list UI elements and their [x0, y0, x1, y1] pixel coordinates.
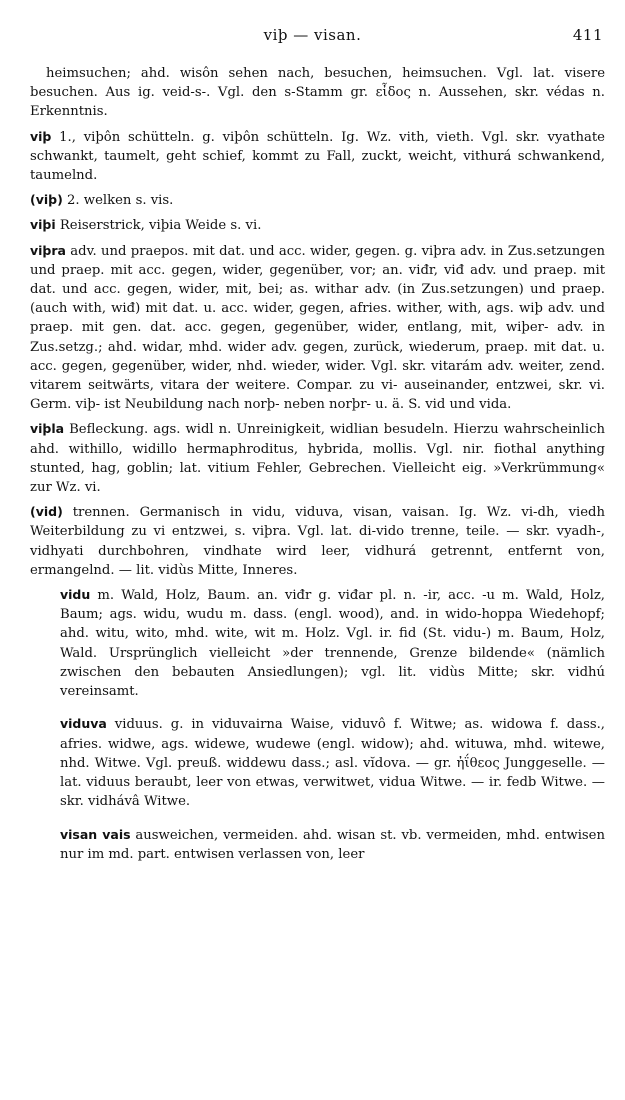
- subentry-viduva: [60, 714, 605, 811]
- entry-lemma: viþla: [30, 421, 65, 437]
- entry-lemma: (viþ): [30, 192, 63, 208]
- subentry-text: ausweichen, vermeiden. ahd. wisan st. vb. vermeiden, mhd. entwisen nur im md. part. entwisen verlassen von, leer: [60, 827, 605, 862]
- entry-lemma: viþi: [30, 217, 56, 233]
- entry-text: heimsuchen; ahd. wisôn sehen nach, besuchen, heimsuchen. Vgl. lat. visere besuchen. Aus ig. veid-s-. Vgl. den s-Stamm gr. εἶδος n. Aussehen, skr. védas n. Erkenntnis.: [30, 66, 605, 120]
- entry-vid: [30, 502, 605, 580]
- subentry-lemma: vidu: [60, 587, 91, 603]
- entry-lemma: viþ: [30, 128, 52, 144]
- entry-vith-1: [30, 127, 605, 186]
- entry-text: adv. und praepos. mit dat. und acc. wider, gegen. g. viþra adv. in Zus.setzungen und praep. mit acc. gegen, wider, gegenüber, vor; an. viđr, viđ adv. und praep. mit dat. und acc. gegen, wider, mit, bei; as. withar adv. (in Zus.setzungen) und praep. (auch with, wiđ) mit dat. u. acc. wider, gegen, afries. wither, with, ags. wiþ adv. und praep. mit gen. dat. acc. gegen, gegenüber, wider, entlang, mit, wiþer- adv. in Zus.setzg.; ahd. widar, mhd. wider adv. gegen, zurück, wiederum, praep. mit dat. u. acc. gegen, gegenüber, wider, nhd. wieder, wider. Vgl. skr. vitarám adv. weiter, zend. vitarem seitwärts, vitara der weitere. Compar. zu vi- auseinander, entzwei, skr. vi. Germ. viþ- ist Neubildung nach norþ- neben norþr- u. ä. S. vid und vida.: [30, 243, 605, 413]
- subentry-text: m. Wald, Holz, Baum. an. viđr g. viđar pl. n. -ir, acc. -u m. Wald, Holz, Baum; ags. widu, wudu m. dass. (engl. wood), and. in wido-hoppa Wiedehopf; ahd. witu, wito, mhd. wite, wit m. Holz. Vgl. ir. fid (St. vidu-) m. Baum, Holz, Wald. Ursprünglich vielleicht »der trennende, Grenze bildende« (nämlich zwischen den bebauten Ansiedlungen); vgl. lit. vidùs Mitte; skr. vidhú vereinsamt.: [60, 588, 605, 700]
- entry-lemma: viþra: [30, 242, 66, 258]
- subentry-lemma: visan vais: [60, 826, 131, 842]
- entry-vithla: [30, 419, 605, 497]
- entry-text: Reiserstrick, viþia Weide s. vi.: [59, 218, 262, 234]
- entry-vithi: [30, 215, 605, 235]
- entry-text: 1., viþôn schütteln. g. viþôn schütteln. Ig. Wz. vith, vieth. Vgl. skr. vyathate schwankt, taumelt, geht schief, kommt zu Fall, zuckt, weicht, vithurá schwankend, taumelnd.: [30, 129, 605, 184]
- page-number: 411: [572, 26, 603, 44]
- running-header: [0, 26, 625, 48]
- entry-text: trennen. Germanisch in vidu, viduva, visan, vaisan. Ig. Wz. vi-dh, viedh Weiterbildung zu vi entzwei, s. viþra. Vgl. lat. di-vido trenne, teile. — skr. vyadh-, vidhyati durchbohren, vindhate wird leer, vidhurá getrennt, entfernt von, ermangelnd. — lit. vidùs Mitte, Inneres.: [30, 505, 605, 578]
- header-title: viþ — visan.: [263, 26, 362, 44]
- subentry-lemma: viduva: [60, 716, 107, 732]
- entry-vithra: [30, 241, 605, 415]
- entry-continuation: [30, 64, 605, 122]
- subentry-vidu: [60, 585, 605, 701]
- entry-lemma: (vid): [30, 504, 63, 520]
- entry-vith-2: [30, 190, 605, 210]
- entry-text: 2. welken s. vis.: [67, 193, 174, 209]
- subentry-text: viduus. g. in viduvairna Waise, viduvô f. Witwe; as. widowa f. dass., afries. widwe, ags. widewe, wudewe (engl. widow); ahd. wituwa, mhd. witewe, nhd. Witwe. Vgl. preuß. widdewu dass.; asl. vĭdova. — gr. ἠΐθεος Junggeselle. — lat. viduus beraubt, leer von etwas, verwitwet, vidua Witwe. — ir. fedb Witwe. — skr. vidhávâ Witwe.: [60, 717, 605, 810]
- page-body: [30, 64, 605, 877]
- subentry-visan: [60, 825, 605, 864]
- entry-text: Befleckung. ags. widl n. Unreinigkeit, widlian besudeln. Hierzu wahrscheinlich ahd. withillo, widillo hermaphroditus, hybrida, mollis. Vgl. nir. fiothal anything stunted, hag, goblin; lat. vitium Fehler, Gebrechen. Vielleicht eig. »Verkrümmung« zur Wz. vi.: [30, 422, 605, 496]
